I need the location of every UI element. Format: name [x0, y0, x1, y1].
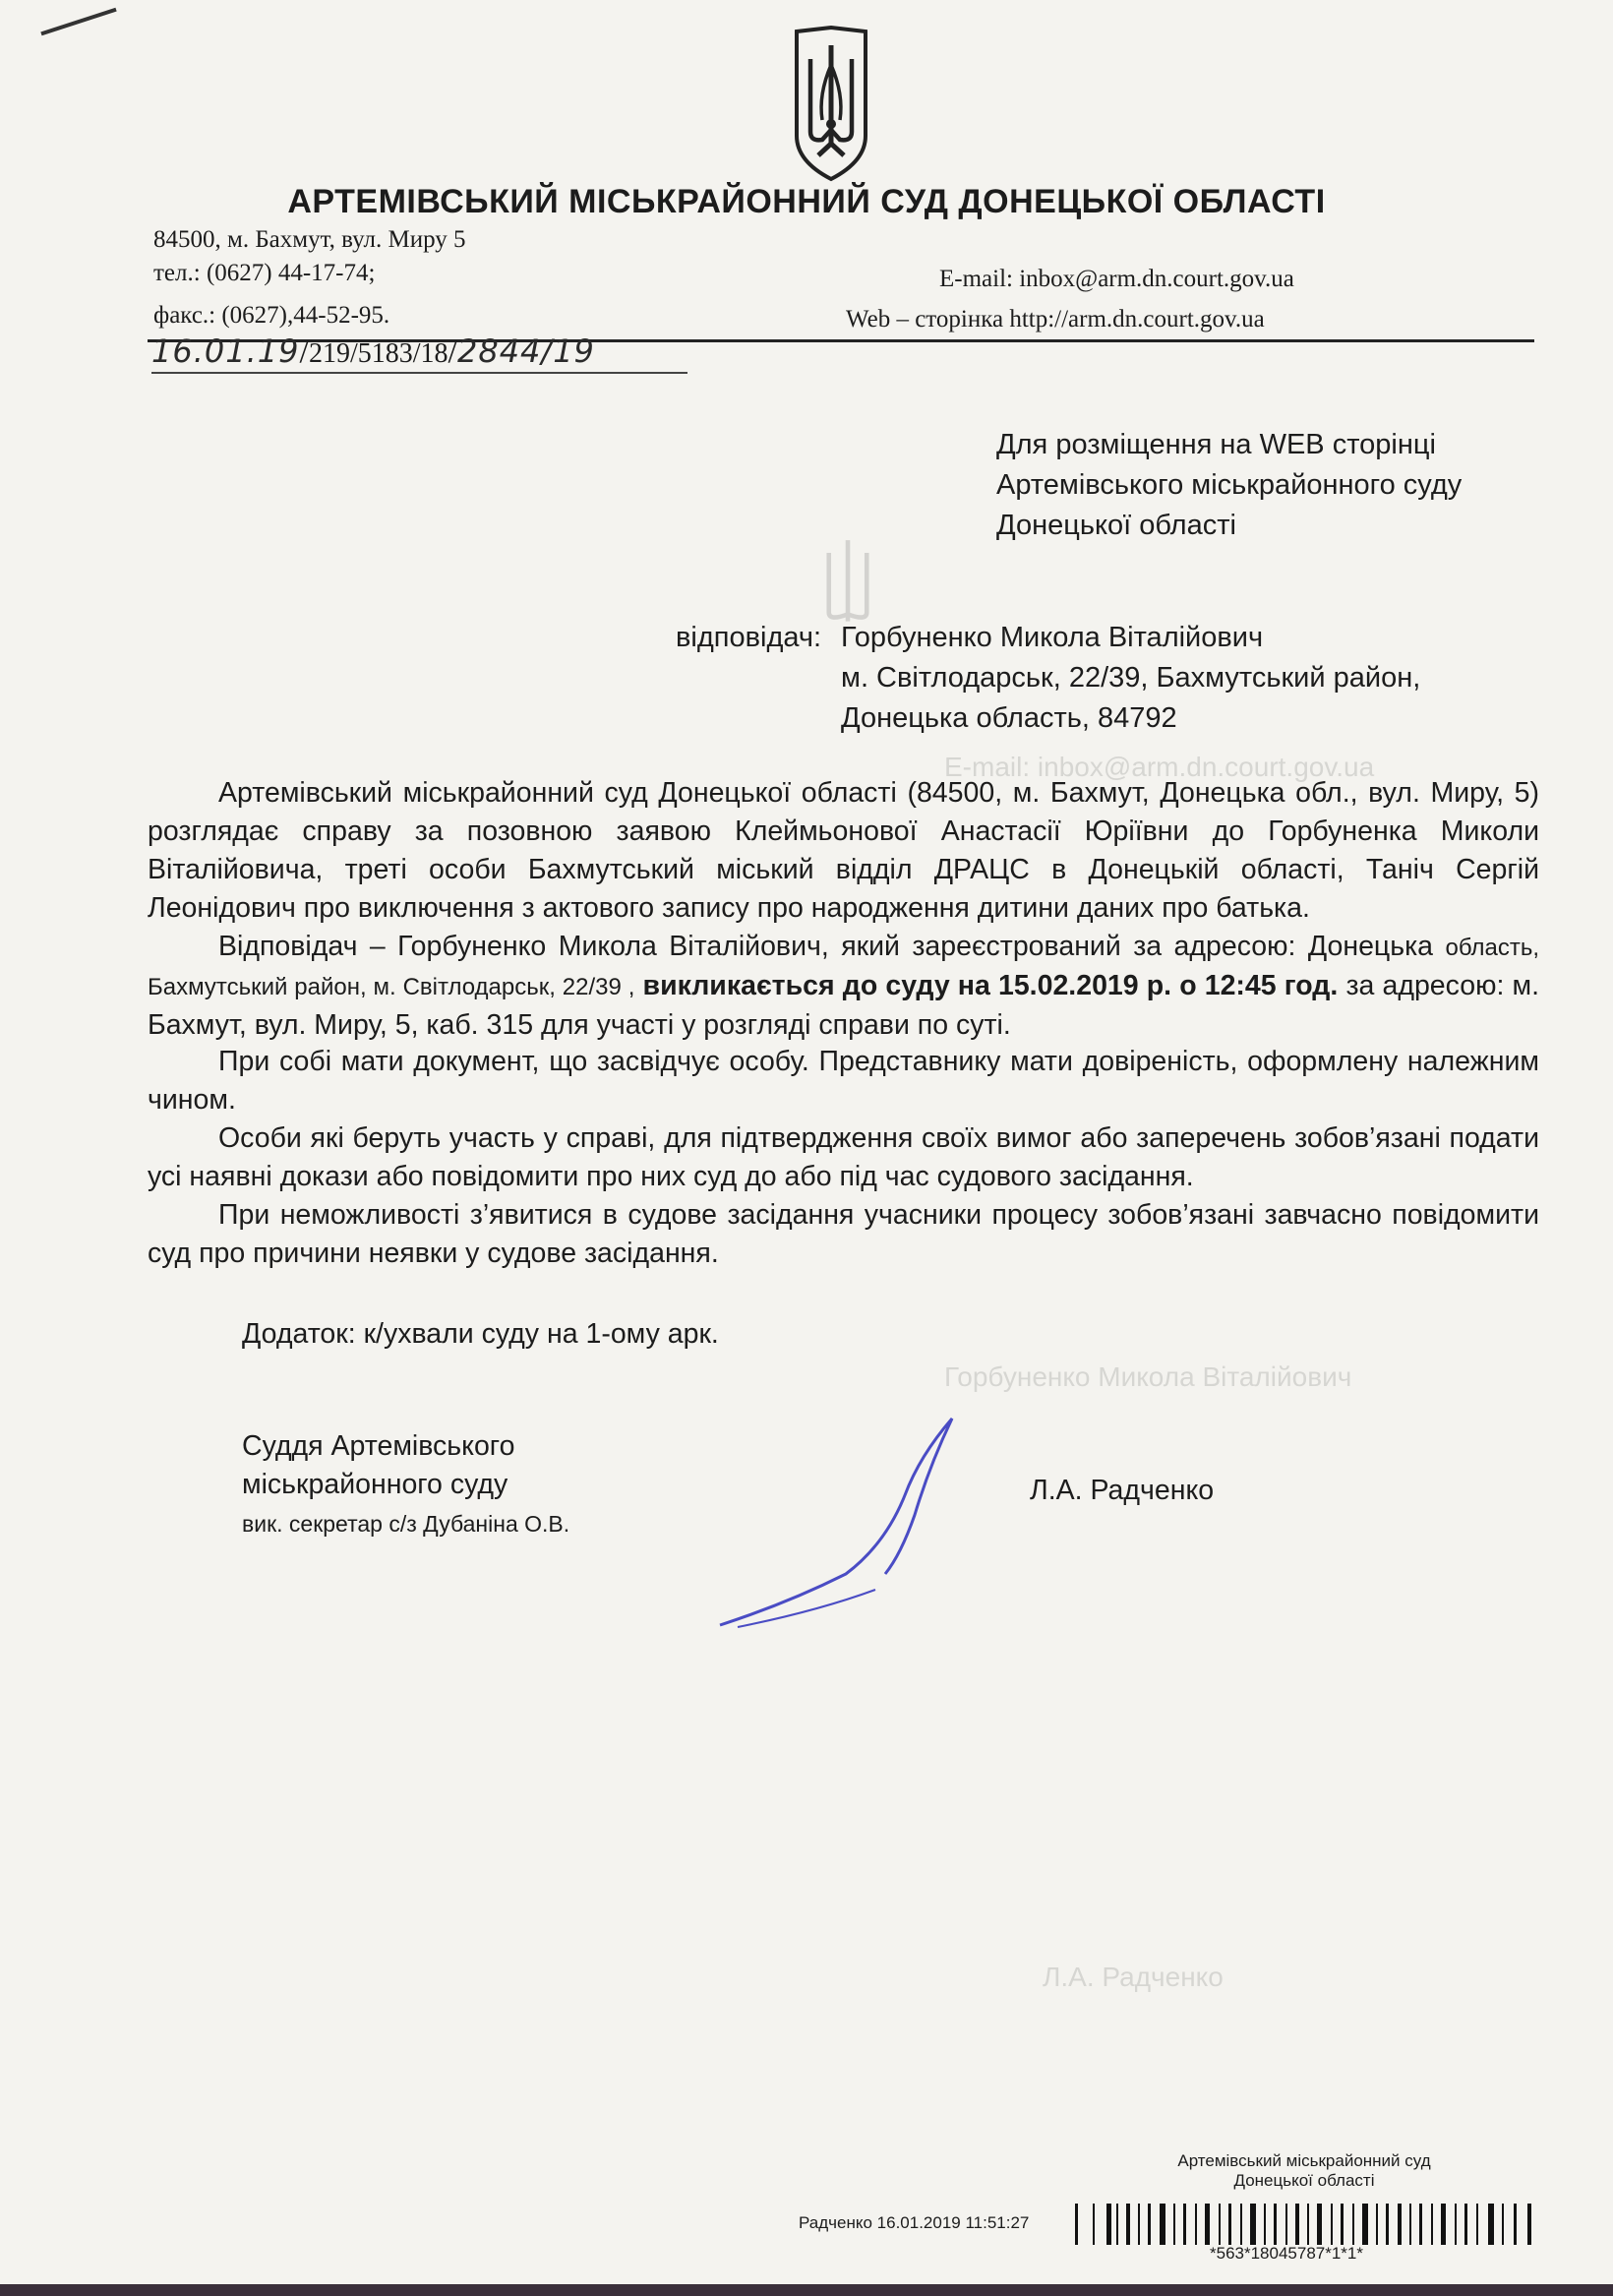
body-paragraph-4: Особи які беруть участь у справі, для підтвердження своїх вимог або заперечень зобов’язані подати усі наявні докази або повідомити про них суд до або під час судового засідання.: [148, 1122, 1539, 1192]
summons-datetime: викликається до суду на 15.02.2019 р. о 12:45 год.: [642, 970, 1339, 1001]
p2-text: Відповідач – Горбуненко Микола Віталійович, який зареєстрований за адресою: Донецька: [218, 931, 1434, 962]
show-through-text: Е-mail: inbox@arm.dn.court.gov.ua: [944, 752, 1375, 782]
court-address: 84500, м. Бахмут, вул. Миру 5: [153, 226, 466, 253]
show-through-text: Горбуненко Микола Віталійович: [944, 1361, 1352, 1392]
scan-edge: [0, 2284, 1613, 2296]
case-number: 219/5183/18: [308, 338, 448, 369]
attachment-note: Додаток: к/ухвали суду на 1-ому арк.: [242, 1318, 719, 1350]
p2-location: за адресою: м. Бахмут, вул. Миру, 5, каб. 315 для участі у розгляді справи по суті.: [148, 970, 1540, 1041]
court-phone: тел.: (0627) 44-17-74;: [153, 260, 376, 286]
defendant-name: Горбуненко Микола Віталійович: [841, 622, 1264, 653]
judge-title-line: Суддя Артемівського: [242, 1430, 515, 1462]
body-paragraph-2: [148, 928, 1539, 1045]
registration-stamp: Радченко 16.01.2019 11:51:27: [799, 2213, 1030, 2232]
scan-mark: [40, 8, 116, 36]
court-email: E-mail: inbox@arm.dn.court.gov.ua: [939, 266, 1294, 292]
court-web: Web – сторінка http://arm.dn.court.gov.ua: [846, 306, 1265, 332]
defendant-address-line: Донецька область, 84792: [841, 702, 1177, 734]
defendant-label: відповідач:: [676, 622, 822, 653]
body-paragraph-3: При собі мати документ, що засвідчує особу. Представнику мати довіреність, оформлену належним чином.: [148, 1046, 1539, 1116]
recipient-note-line: Артемівського міськрайонного суду: [996, 469, 1463, 501]
footer-stamp: [1157, 2151, 1452, 2191]
handwritten-signature-icon: [708, 1407, 984, 1643]
reference-underline: [151, 372, 687, 374]
defendant-address-line: м. Світлодарськ, 22/39, Бахмутський район,: [841, 662, 1421, 694]
body-paragraph-1: Артемівський міськрайонний суд Донецької області (84500, м. Бахмут, Донецька обл., вул. Миру, 5) розглядає справу за позовною заявою Клеймьонової Анастасії Юріївни до Горбуненка Миколи Віталійовича, треті особи Бахмутський міський відділ ДРАЦС в Донецькій області, Таніч Сергій Леонідович про виключення з актового запису про народження дитини даних про батька.: [148, 777, 1539, 924]
footer-stamp-line: Артемівський міськрайонний суд: [1177, 2151, 1431, 2170]
reference-line: 16.01.19/219/5183/18/2844/19: [151, 332, 595, 370]
judge-title: [242, 1427, 514, 1504]
secretary-note: вик. секретар с/з Дубаніна О.В.: [242, 1511, 570, 1537]
recipient-note-line: Донецької області: [996, 510, 1236, 541]
body-paragraph-5: При неможливості з’явитися в судове засідання учасники процесу зобов’язані завчасно повідомити суд про причини неявки у судове засідання.: [148, 1199, 1539, 1269]
handwritten-date: 16.01.19: [151, 332, 300, 370]
barcode-text: *563*18045787*1*1*: [1210, 2244, 1363, 2263]
p2-address: область, Бахмутський район, м. Світлодарськ, 22/39 ,: [148, 935, 1540, 1000]
court-name: АРТЕМІВСЬКИЙ МІСЬКРАЙОННИЙ СУД ДОНЕЦЬКОЇ ОБЛАСТІ: [287, 183, 1326, 220]
trident-emblem-icon: [789, 26, 873, 183]
footer-stamp-line: Донецької області: [1233, 2171, 1375, 2190]
handwritten-outgoing-number: 2844/19: [456, 332, 595, 370]
judge-name: Л.А. Радченко: [1030, 1475, 1215, 1506]
barcode-icon: [1075, 2204, 1537, 2245]
recipient-note-line: Для розміщення на WEB сторінці: [996, 429, 1436, 460]
show-through-text: Л.А. Радченко: [1043, 1962, 1224, 1992]
judge-title-line: міськрайонного суду: [242, 1469, 508, 1500]
court-fax: факс.: (0627),44-52-95.: [153, 302, 390, 329]
recipient-note: [996, 425, 1462, 546]
defendant-block: [841, 618, 1420, 739]
